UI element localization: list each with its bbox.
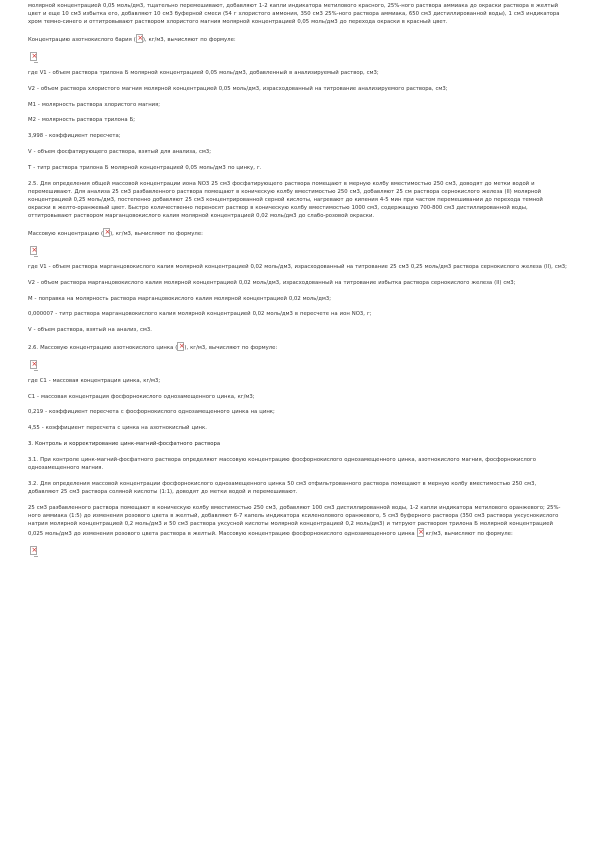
broken-image-icon xyxy=(30,360,37,369)
text-segment: ), кг/м3, вычисляют по формуле: xyxy=(142,37,236,44)
paragraph: C1 - массовая концентрация фосфорнокислого однозамещенного цинка, кг/м3; xyxy=(28,393,255,400)
paragraph xyxy=(28,228,567,238)
text-segment: ), кг/м3, вычисляют по формуле: xyxy=(110,231,203,238)
text-segment: Концентрацию азотнокислого бария ( xyxy=(28,37,136,44)
paragraph: где V1 - объем раствора марганцовокислого калия молярной концентрацией 0,02 моль/дм3, израсходованный на титрование 25 см3 0,25 моль/дм3 раствора сернокислого железа (II), см3; xyxy=(28,263,567,270)
paragraph: 3.2. Для определения массовой концентрации фосфорнокислого однозамещенного цинка 50 см3 отфильтрованного раствора помещают в мерную колбу вместимостью 250 см3, добавляют 25 см3 раствора соляной кислоты (1:1), доводят до метки водой и перемешивают. xyxy=(28,480,537,495)
paragraph: где V1 - объем раствора трилона Б молярной концентрацией 0,05 моль/дм3, добавленный в анализируемый раствор, см3; xyxy=(28,70,379,76)
paragraph: V - объем фосфатирующего раствора, взятый для анализа, см3; xyxy=(28,148,212,155)
broken-image-icon xyxy=(136,34,143,43)
text-segment: ), кг/м3, вычисляют по формуле: xyxy=(184,344,278,351)
broken-image-icon xyxy=(417,528,424,537)
broken-image-icon xyxy=(103,228,110,237)
paragraph xyxy=(28,342,567,352)
paragraph: V2 - объем раствора марганцовокислого калия молярной концентрацией 0,02 моль/дм3, израсходованный на титрование избытка раствора сернокислого железа (II) см3; xyxy=(28,279,516,286)
paragraph xyxy=(28,34,567,44)
paragraph: 3.1. При контроле цинк-магний-фосфатного раствора определяют массовую концентрацию фосфорнокислого однозамещенного цинка, азотнокислого магния, фосфорнокислого однозамещенного магния. xyxy=(28,456,537,471)
broken-image-icon xyxy=(30,246,37,255)
paragraph: 0,219 - коэффициент пересчета с фосфорнокислого однозамещенного цинка на цинк; xyxy=(28,409,275,416)
text-segment: 2.6. Массовую концентрацию азотнокислого цинка ( xyxy=(28,344,178,351)
section-heading: 3. Контроль и корректирование цинк-магний-фосфатного раствора xyxy=(28,440,221,447)
text-segment: Массовую концентрацию ( xyxy=(28,231,104,238)
broken-image-icon xyxy=(30,546,37,555)
paragraph: где C1 - массовая концентрация цинка, кг/м3; xyxy=(28,377,161,384)
paragraph xyxy=(28,504,567,539)
paragraph: 0,000007 - титр раствора марганцовокислого калия молярной концентрацией 0,02 моль/дм3 в пересчете на ион NO3, г; xyxy=(28,311,372,318)
paragraph: M - поправка на молярность раствора марганцовокислого калия молярной концентрацией 0,02 моль/дм3; xyxy=(28,295,332,302)
broken-image-icon xyxy=(30,52,37,61)
paragraph: V2 - объем раствора хлористого магния молярной концентрацией 0,05 моль/дм3, израсходованный на титрование анализируемого раствора, см3; xyxy=(28,85,448,92)
paragraph: 3,998 - коэффициент пересчета; xyxy=(28,133,121,140)
paragraph: V - объем раствора, взятый на анализ, см3. xyxy=(28,327,152,334)
paragraph: M2 - молярность раствора трилона Б; xyxy=(28,117,135,124)
paragraph: 4,55 - коэффициент пересчета с цинка на азотнокислый цинк. xyxy=(28,425,207,432)
paragraph: молярной концентрацией 0,05 моль/дм3, тщательно перемешивают, добавляют 1-2 капли индикатора метилового красного, 25%-ного раствора аммиака до окраски раствора в желтый цвет и еще 10 см3 избытка его, добавляют 10 см3 буферной смеси (54 г хлористого аммония, 350 см3 25%-ного раствора аммиака, 650 см3 дистиллированной воды), 1 см3 индикатора хром темно-синего и оттитровывают раствором хлористого магния молярной концентрацией 0,05 моль/дм3 до перехода окраски в красный цвет. xyxy=(28,3,560,26)
text-segment: кг/м3, вычисляют по формуле: xyxy=(423,531,513,538)
paragraph: M1 - молярность раствора хлористого магния; xyxy=(28,101,161,108)
broken-image-icon xyxy=(177,342,184,351)
text-segment: 25 см3 разбавленного раствора помещают в коническую колбу вместимостью 250 см3, добавляют 100 см3 дистиллированной воды, 1-2 капли индикатора метилового оранжевого; 25%-ного аммиака (1:5) до изменения розового цвета в желтый, добавляют 6-7 капель индикатора ксиленолового оранжевого, 5 см3 буферного раствора (350 см3 раствора уксуснокислого натрия молярной концентрацией 0,2 моль/дм3 и 50 см3 раствора уксусной кислоты молярной концентрацией 0,2 моль/дм3) и титруют раствором трилона Б молярной концентрацией 0,025 моль/дм3 до изменения розового цвета раствора в желтый. Массовую концентрацию фосфорнокислого однозамещенного цинка xyxy=(28,504,561,538)
paragraph: 2.5. Для определения общей массовой концентрации иона NO3 25 см3 фосфатирующего раствора помещают в мерную колбу вместимостью 250 см3, доводят до метки водой и перемешивают. Для анализа 25 см3 разбавленного раствора помещают в коническую колбу вместимостью 250 см3, добавляют 25 см раствора сернокислого железа (II) молярной концентрацией 0,25 моль/дм3, постепенно добавляют 25 см3 концентрированной серной кислоты, нагревают до кипения 4-5 мин при частом перемешивании до перехода темной окраски в желто-оранжевый цвет. Быстро количественно переносят раствор в коническую колбу вместимостью 1000 см3, содержащую 700-800 см3 дистиллированной воды, оттитровывают раствором марганцовокислого калия молярной концентрацией 0,02 моль/дм3 до слабо-розовой окраски. xyxy=(28,180,543,220)
paragraph: Т - титр раствора трилона Б молярной концентрацией 0,05 моль/дм3 по цинку, г. xyxy=(28,164,262,171)
